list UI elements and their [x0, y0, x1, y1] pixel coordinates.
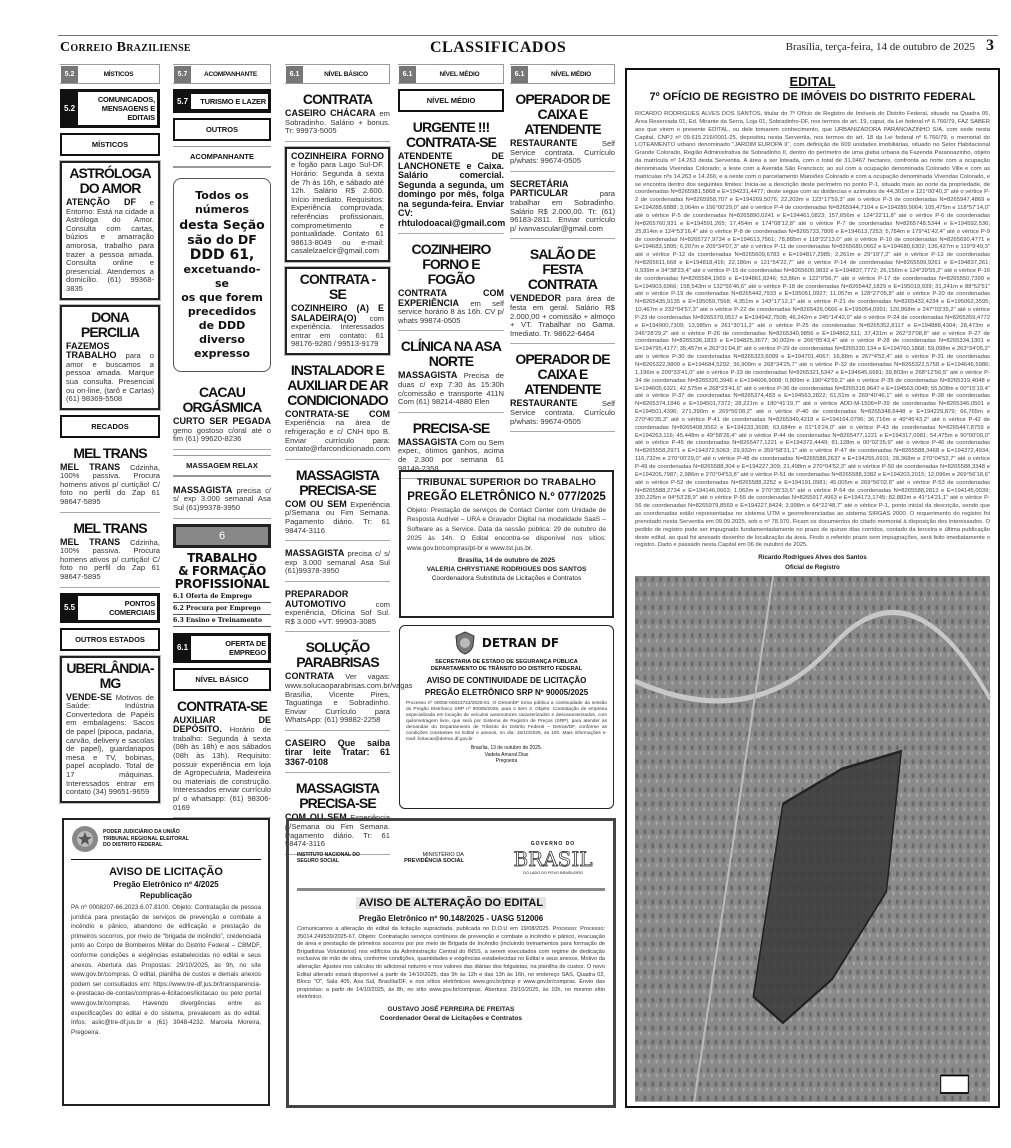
- ad-lead: RESTAURANTE: [510, 138, 578, 148]
- ad-lead: PREPARADOR AUTOMOTIVO: [285, 589, 349, 609]
- tst-body: Objeto: Prestação de serviços de Contact Center com Unidade de Resposta Audível – URA e Gravador Digital na modalidade SaaS – Software as a Service. Data da sessão pública: 29 de outubro de 2025 às 14h. O Edital encontra-se disponível nos sítios: www.gov.br/compras/pt-br e www.tst.jus.br.: [407, 507, 606, 552]
- notice-line: DDD 61,: [189, 247, 255, 263]
- ad-text: [398, 289, 504, 325]
- edital-body: RICARDO RODRIGUES ALVES DOS SANTOS, titular do 7º Ofício de Registro de Imóveis do Distrito Federal, situado na Quadra 05, Área Reservada 01, Ed. Mirante da Serra, Loja 01, Sobradinho-DF, nos termos do art. 19, caput, da Lei federal nº 6.766/79, FAZ SABER aos que virem o presente EDITAL, ou dele tomarem conhecimento, que URBANIZADORA PARANOAZINHO S/A, com sede nesta Capital, CNPJ nº 09.615.216/0001-25, depositou nesta Serventia, nos termos do art. 18 da Lei federal nº 6.766/79, o memorial do LOTEAMENTO urbano denominado "JARDIM EUROPA II", com definição de 609 unidades imobiliárias, situado no Setor Habitacional Grande Colorado, Região Administrativa de Sobradinho II, dentro do perímetro de uma gleba urbana da Fazenda Paranoazinho, objeto da matrícula nº 14.263 desta Serventia. A área a ser loteada, com o total de 31,0467 hectares, confronta ao norte com a ocupação denominada Vivendas Colorado; a leste com a Avenida São Francisco; ao sul com a ocupação denominada Colorado Ville e com as matrículas nºs 14.263 e 14.266; e a oeste com o parcelamento Mansões Colorado e com a ocupação denominada Vivendas Colorado, e se encontra dentro dos seguintes limites: Inicia-se a descrição deste perímetro no ponto P-1, situado mais ao norte da propriedade, de coordenadas N=8265981,5868 e E=194231,4477; deste segue com as distâncias e azimutes de 44,301m e 121°00'40,3" até o vértice P-2 de coordenadas N=8265958,707 e E=194269,5076; 22,203m e 123°17'59,3" até o vértice P-3 de coordenadas N=8265947,4869 e E=194288,6888; 3,064m e 156°00'29,0" até o vértice P-4 de coordenadas N=8265944,7104 e E=194289,9064; 105,475m e 118°57'14,0" até o vértice P-5 de coordenadas N=8265890,0241 e E=194461,0823; 157,656m e 124°22'11,8" até o vértice P-6 de coordenadas N=8265760,931 e E=194591,265; 17,454m e 174°08'12,8" até o vértice P-7 de coordenadas N=8265748,5344 e E=194592,536; 25,814m e 124°53'16,4" até o vértice P-8 de coordenadas N=8265733,7806 e E=194613,7253; 5,784m e 179°41'42,4" até o vértice P-9 de coordenadas N=8265727,9734 e E=194613,7561; 78,885m e 118°22'13,0" até o vértice P-10 de coordenadas N=8265690,4771 e E=194683,1895; 6,207m e 209°34'07,3" até o vértice P-11 de coordenadas N=8265680,0662 e E=194680,6302; 136,427m e 119°9'49,3" até o vértice P-12 de coordenadas N=8265609,6783 e E=194817,2985; 2,261m e 29°19'7,2" até o vértice P-13 de coordenadas N=8265611,668 e E=194818,416; 22,186m e 121°54'22,7" até o vértice P-14 de coordenadas N=8265599,9261 e E=194837,261; 0,939m e 34°38'23,4" até o vértice P-15 de coordenadas N=8265600,9832 e E=194837,7772; 26,156m e 124°39'55,2" até o vértice P-16 de coordenadas N=8265584,1569 e E=194861,8246; 53,86m e 122°0'56,7" até o vértice P-17 de coordenadas N=8265550,7399 e E=194903,6966; 158,543m e 132°56'46,6" até o vértice P-18 de coordenadas N=8265442,1829 e E=195019,939; 31,241m e 88°52'51" até o vértice P-19 de coordenadas N=8265442,7933 e E=195051,0927; 11,057m e 128°27'05,8" até o vértice P-20 de coordenadas N=8265435,9135 e E=195059,7568; 4,351m e 143°17'12,1" até o vértice P-21 de coordenadas N=8265432,4234 e E=195062,3595; 10,467m e 232°04'57,3" até o vértice P-22 de coordenadas N=8265426,0666 e E=195054,0991; 120,868m e 247°03'35,2" até o vértice P-23 de coordenadas N=8265379,0517 e E=194942,7508; 46,242m e 245°14'42,0" até o vértice P-24 de coordenadas N=8265359,4772 e E=194900,7309; 13,985m e 261°30'11,2" até o vértice P-25 de coordenadas N=8265352,8117 e E=194888,4304; 28,473m e 246°28'29,2" até o vértice P-26 de coordenadas N=8265340,9856 e E=194862,511; 37,431m e 262°37'08,8" até o vértice P-27 de coordenadas N=8265336,1833 e E=194825,3677; 30,002m e 266°05'43,4" até o vértice P-28 de coordenadas N=8265334,1301 e E=194795,4177; 35,457m e 263°31'04,8" até o vértice P-29 de coordenadas N=8265330,134 e E=194760,1868; 59,098m e 263°34'05,2" até o vértice P-30 de coordenadas N=8265323,6099 e E=194701,4067; 16,88m e 267°4'52,4" até o vértice P-31 de coordenadas N=8265322,9809 e E=194684,5292; 36,909m e 268°34'25,7" até o vértice P-32 de coordenadas N=8265322,5758 e E=194646,5986; 1,196m e 209°33'41,0" até o vértice P-33 de coordenadas N=8265321,5347 e E=194645,6681; 39,803m e 268°12'56,5" até o vértice P-34 de coordenadas N=8265320,3946 e E=194606,9008; 0,809m e 190°42'59,2" até o vértice P-35 de coordenadas N=8265319,4048 e E=194605,6321; 42,575m e 268°23'41,6" até o vértice P-36 de coordenadas N=8265318,9647 e E=194563,0048; 55,508m e 00°15'19,4" até o vértice P-37 de coordenadas N=8265374,483 e E=194563,2822; 61,51m e 269°40'46,1" até o vértice P-38 de coordenadas N=8265374,1846 e E=194501,7372; 28,221m e 180°41'19,7" até o vértice ADD-M-1506=P-39 de coordenadas N=8265346,0501 e E=194501,4396; 271,390m e 269°56'08,2" até o vértice P-40 de coordenadas N=8265348,6448 e E=194229,879; 66,765m e 270°40'35,3" até o vértice P-41 de coordenadas N=8265349,4218 e E=194164,0796; 36,716m e 49°45'43,2" até o vértice P-42 de coordenadas N=8265408,9562 e E=194233,3698; 63,684m e 01°19'24,0" até o vértice P-43 de coordenadas N=8265447,8759 e E=194263,116; 45,448m e 49°58'26,4" até o vértice P-44 de coordenadas N=8265477,1221 e E=194317,0981; 54,475m e 90°00'00,0" até o vértice P-45 de coordenadas N=8265477,1221 e E=194372,4449; 81,128m e 00°02'35,9" até o vértice P-46 de coordenadas N=8265558,2971 e E=194372,5063; 29,932m e 359°58'31,1" até o vértice P-47 de coordenadas N=8265588,3468 e E=194372,4934; 116,732m e 270°00'29,0" até o vértice P-48 de coordenadas N=8265588,2637 e E=194255,6931; 28,368m e 270°04'52,7" até o vértice P-49 de coordenadas N=8265588,304 e E=194227,309; 21,498m e 270°04'52,3" até o vértice P-50 de coordenadas N=8265588,3348 e E=194205,7987; 2,986m e 270°04'53,8" até o vértice P-51 de coordenadas N=8265588,3382 e E=194203,2015; 12,096m e 269°56'18,6" até o vértice P-52 de coordenadas N=8265588,3252 e E=194191,0981; 45,005m e 269°56'02,8" até o vértice P-53 de coordenadas N=8265588,2734 e E=194146,0663; 1,062m e 270°35'33,6" até o vértice P-54 de coordenadas N=8265588,2813 e E=194145,0039; 330,225m e 04°53'28,9" até o vértice P-55 de coordenadas N=8265917,4963 e E=194173,1745; 82,882m e 41°14'21,1" até o vértice P-56 de coordenadas N=8265979,8569 e E=194227,8424; 3,998m e 64°22'48,7" até o vértice P-1, ponto inicial da descrição, sendo que as coordenadas estão representadas no sistema UTM e georreferenciadas ao sistema SIRGAS 2000. O requerimento do registro foi prenotado nesta Serventia em 09.09.2025, sob o nº 78.970. Ficam os documentos do citado memorial à disposição dos interessados. O pedido de registro pode ser impugnado fundamentadamente no prazo de quinze dias corridos, contado da terceira e última publicação deste edital, ao qual foi anexado desenho de localização da área. Findo o referido prazo sem impugnações, será feito imediatamente o registro. Dado e passado nesta Capital em 06 de outubro de 2025.: [635, 111, 990, 549]
- classified-ad: [173, 382, 271, 450]
- section-tab[interactable]: [60, 64, 160, 84]
- section-heading-line: TRABALHO: [187, 550, 257, 565]
- category-heading: NÍVEL BÁSICO: [173, 668, 271, 691]
- ad-body: Ver vagas: www.solucaoparabrisas.com.br/vagas Brasília, Vicente Pires, Taguatinga e Sobradinho. Enviar Currículo para WhatsApp: (61) 99882-2258: [285, 672, 413, 725]
- section-heading-line: PROFISSIONAL: [174, 576, 270, 591]
- section-number: 5.7: [174, 66, 191, 83]
- ministerio-logo: [404, 852, 464, 864]
- ad-text: [173, 417, 271, 444]
- gov-logo-bottom: DO LADO DO POVO BRASILEIRO: [523, 870, 583, 875]
- detran-notice: [399, 625, 614, 809]
- section-tab[interactable]: [173, 89, 271, 113]
- section-number: 5.7: [174, 93, 191, 110]
- section-notice-box: [173, 178, 271, 372]
- inss-body: Comunicamos a alteração do edital da licitação supracitada, publicada no D.O.U em 19/08/2025. Processo: Processo: 35014.249539/2025-67. Objeto: Contratação serviços contínuos de prevenção e combate a incêndio e pânico, evacuação de área e prestação de primeiros socorros por por meio de Brigada de Incêndio (incluindo treinamentos para formação de Brigadistas Voluntários) nos edifícios da Administração Central do INSS, a serem executados com regime de dedicação exclusiva de mão de obra, conforme condições, quantidades e exigências estabelecidas no Edital e seus anexos. Motivo da alteração: Ajustes nos cálculos do adicional noturno e nos valores das diárias dos folguistas, na planilha de custos. O novo Edital alterado estará disponível a partir de 14/10/2025, das 9h às 12h e das 13h às 16h, no endereço SAS, Quadra 02, Bloco "O", Sala 405, Asa Sul, Brasília/DF, e nos sítios eletrônicos www.gov.br/pncp e www.gov.br/compras. Envio das propostas: a partir de 14/10/2025, às 8h, no sítio www.gov.br/compras. Abertura: 29/10/2025, às 10h, no mesmo sítio eletrônico.: [297, 926, 605, 1001]
- section-label: PONTOS COMERCIAIS: [78, 596, 157, 620]
- ad-body: em Sobradinho. Salário + bonus. Tr: 99973-5005: [285, 109, 390, 136]
- ad-body: Cdzinha, 100% passiva. Procura homens ativos p/ curtição! C/ foto no perfil do Zap 61 98647-5895: [60, 462, 160, 507]
- subsection-link[interactable]: 6.3 Ensino e Treinamento: [173, 615, 271, 627]
- ad-lead: VENDEDOR: [510, 293, 562, 304]
- detran-role: Pregoeira: [495, 758, 518, 764]
- classified-ad: [285, 267, 390, 355]
- inss-signer: GUSTAVO JOSÉ FERREIRA DE FREITAS: [387, 1005, 515, 1013]
- edital-title: EDITAL: [789, 74, 836, 89]
- ad-body: Cdzinha, 100% passiva. Procura homens ativos p/ curtição! C/ foto no perfil do Zap 61 98647-5895: [60, 537, 160, 582]
- ad-title: CLÍNICA NA ASA NORTE: [400, 338, 502, 370]
- ad-lead: ATENÇÃO DF: [66, 197, 136, 207]
- section-tab[interactable]: [173, 633, 271, 663]
- newspaper-brand: Correio Braziliense: [60, 40, 191, 55]
- column-5: [510, 64, 615, 466]
- ad-lead: CONTRATA-SE COM: [285, 408, 390, 419]
- ad-body: Precisa de duas c/ exp 7:30 às 15:30h c/comissão e transporte 411N Com (61) 98214-4880 Elen: [398, 371, 504, 407]
- section-number: 5.2: [61, 100, 78, 117]
- section-number: 6.1: [286, 66, 303, 83]
- tre-sub2: Republicação: [139, 891, 192, 900]
- section-label: NÍVEL MÉDIO: [439, 70, 480, 78]
- inss-logos: [297, 827, 605, 891]
- tre-sub1: Pregão Eletrônico nº 4/2025: [113, 880, 219, 889]
- section-number: 6.1: [174, 639, 191, 656]
- tre-notice: [62, 818, 270, 1106]
- ad-lead: AUXILIAR DE DEPÓSITO.: [173, 714, 271, 735]
- ad-title: SALÃO DE FESTA CONTRATA: [527, 246, 598, 293]
- ad-title: MASSAGISTA PRECISA-SE: [295, 466, 380, 498]
- ad-body: Com ou Sem exper., ótimos ganhos, acima de 2.300 por semana 61 98148-2358: [398, 437, 504, 473]
- classified-ad: [60, 518, 160, 588]
- detran-logo: [406, 631, 607, 655]
- classified-ad: [285, 587, 390, 632]
- ad-text: [66, 342, 154, 404]
- ad-body: Que saiba tirar leite Tratar: 61 3367-0108: [285, 737, 390, 767]
- ad-text: [398, 152, 504, 228]
- notice-line: Todos os: [195, 189, 249, 202]
- classified-ad: [173, 483, 271, 519]
- ad-text: [510, 139, 615, 166]
- ad-body: Horário de trabalho: Segunda à sexta (08h às 18h) e aos sábados (08h às 13h). Requisito: possuir experiência em loja de Agropecuária, Madeireira ou materiais de construção. Interessados enviar currículo p/ o whatsapp: (61) 98306-0169: [173, 725, 271, 812]
- detran-org2: DEPARTAMENTO DE TRÂNSITO DO DISTRITO FEDERAL: [430, 666, 583, 672]
- ad-text: [510, 294, 615, 338]
- section-number: 5.2: [61, 66, 78, 83]
- notice-line: desta Seção: [179, 217, 265, 232]
- edital-notice: [625, 68, 1000, 1108]
- inss-logo: INSTITUTO NACIONAL DO SEGURO SOCIAL: [297, 851, 360, 864]
- ad-lead: MASSAGISTA: [398, 370, 458, 381]
- section-heading-line: & FORMAÇÃO: [178, 563, 266, 578]
- notice-line: excetuando-se: [183, 263, 261, 290]
- ad-title: PRECISA-SE: [412, 419, 490, 436]
- category-heading: OUTROS ESTADOS: [60, 628, 160, 651]
- ad-lead: CURTO SER PEGADA: [173, 416, 271, 426]
- ad-lead: MASSAGISTA: [285, 548, 345, 559]
- ad-title: ASTRÓLOGA DO AMOR: [69, 165, 151, 196]
- subsection-link[interactable]: 6.1 Oferta de Emprego: [173, 591, 271, 603]
- detran-org1: SECRETARIA DE ESTADO DE SEGURANÇA PÚBLICA: [435, 659, 578, 665]
- notice-line: números: [194, 203, 250, 216]
- classified-ad: [285, 147, 390, 262]
- classified-ad: [173, 696, 271, 819]
- ad-text: [60, 463, 160, 507]
- notice-line: os que forem: [181, 291, 263, 304]
- section-6-header: [173, 524, 271, 627]
- ad-text: [285, 671, 413, 725]
- tre-title: AVISO DE LICITAÇÃO: [109, 866, 223, 878]
- section-label: NÍVEL MÉDIO: [551, 70, 591, 78]
- ad-body: Experiência p/Semana ou Fim Semana. Pagamento diário. Tr: 61 98474-3116: [285, 499, 390, 535]
- ad-body: precisa c/ s/ exp 3.000 semanal Asa Sul (61)99378-3950: [285, 549, 390, 576]
- column-1: [60, 64, 160, 810]
- section-tab[interactable]: [173, 64, 271, 84]
- governo-brasil-logo: [501, 841, 605, 875]
- ad-title: COZINHEIRO FORNO E FOGÃO: [411, 241, 491, 287]
- classified-ad: [285, 736, 390, 774]
- ad-lead: MEL TRANS: [60, 461, 121, 472]
- section-label: ACOMPANHANTE: [203, 70, 258, 78]
- ministerio-logo-line1: MINISTÉRIO DA: [422, 851, 464, 858]
- notice-line: são do DF: [187, 232, 257, 247]
- notice-line: expresso: [194, 347, 250, 360]
- category-heading: NÍVEL MÉDIO: [398, 89, 504, 112]
- ad-text: [173, 486, 271, 513]
- tre-org-3: DO DISTRITO FEDERAL: [103, 842, 163, 849]
- gov-logo-top: GOVERNO DO: [530, 840, 576, 847]
- gov-logo-mid: BRASIL: [513, 846, 593, 871]
- inss-subtitle: Pregão Eletrônico nº 90.148/2025 - UASG 512006: [358, 914, 544, 923]
- ad-title: OPERADOR DE CAIXA E ATENDENTE: [515, 91, 610, 137]
- ad-body: para trabalhar em Sobradinho. Salário R$ 2.000,00. Tr: (61) 96183-2811. Enviar currículo p/ ivanvascular@gmail.com: [510, 189, 615, 233]
- brasao-republica-icon: [71, 825, 99, 853]
- ad-body: para área de festa em geral. Salário R$ 2.000,00 + comissão + almoço + VT. Trabalhar no Gama. Imediato. Tr. 98622-6464: [510, 294, 615, 338]
- section-number: 5.5: [61, 599, 78, 616]
- tre-body: PA nº 0008207-66.2023.6.07.8100. Objeto: Contratação de pessoa jurídica para prestação de serviços de prevenção e combate a incêndio e pânico, abandono de edificação e prestação de primeiros socorros, por meio de "brigada de incêndio", credenciada junto ao Corpo de Bombeiros Militar do Distrito Federal – CBMDF, conforme condições e exigências estabelecidas no edital e seus anexos. Abertura das Propostas: 29/10/2025, às 9h, no site www.gov.br/compras. O edital, planilha de custos e demais anexos podem ser consultados em: https://www.tre-df.jus.br/transparencia-e-prestacao-de-contas/compras-e-licitacoes/licitacao ou pelo portal www.gov.br/compras. Havendo divergências entre as especificações do edital e do sistema, prevalecem as do edital. Infos: aslic@tre-df.jus.br e (61) 3048-4232. Marcela Moreira, Pregoeira.: [71, 904, 261, 1036]
- ad-text: [66, 693, 154, 797]
- ad-title: CACAU ORGÁSMICA: [182, 384, 262, 415]
- edital-signer: Ricardo Rodrigues Alves dos Santos: [758, 554, 867, 562]
- section-tab[interactable]: [510, 64, 615, 84]
- ad-body: Self Service contrata. Currículo p/whats: 99674-0505: [510, 399, 615, 426]
- section-tab[interactable]: [60, 89, 160, 128]
- ad-body: Motivos de Saúde: Indústria Convertedora de Papéis em embalagens: Sacos de papel (pipoca, padaria, carvão, delivery e sacolas de papel), guardanapos mesa e TV, bobinas, papel acoplado. Total de 17 máquinas. Interessados entrar em contato (34) 99651-9659: [66, 692, 154, 797]
- classified-ad: [285, 637, 413, 731]
- ad-lead: VENDE-SE: [66, 691, 113, 702]
- detran-body: Processo nº 00055-00023722/2025-81. O DetranDF torna pública a continuidade da sessão do Pregão Eletrônico SRP nº 90005/2025, para o item 3. Objeto: Contratação de empresa especializada em locação de veículos automotores caracterizados e descaracterizados, com quilometragem livre, que será por Sistema de Registro de Preços (SRP), para atender às demandas do Departamento de Trânsito do Distrito Federal – Detran/DF, conforme as condições constantes no Edital e anexos, no dia: 15/10/2025, às 10h. Mais informações e-mail: licitacao@detran.df.gov.br: [406, 701, 607, 742]
- location-map: [635, 576, 990, 1102]
- section-label: MÍSTICOS: [103, 70, 134, 78]
- ad-title: OPERADOR DE CAIXA E ATENDENTE: [515, 351, 610, 398]
- ad-title: CONTRATA - SE: [299, 270, 376, 302]
- ad-title: DONA PERCILIA: [80, 308, 140, 340]
- ad-lead: COZINHEIRO (A) E SALADEIRA(O): [291, 302, 384, 323]
- section-tab[interactable]: [60, 593, 160, 623]
- ad-body: e Entorno: Está na cidade a Astróloga do Amor. Consulta com cartas, búzios e amarração amorosa, trabalho para trazer a pessoa amada. Consulta online e presencial. Atendemos a domicílio. (61) 99368-3835: [66, 198, 154, 293]
- ad-lead: SECRETÁRIA PARTICULAR: [510, 178, 569, 199]
- tst-notice: [399, 470, 614, 618]
- ad-title: URGENTE !!! CONTRATA-SE: [406, 119, 496, 150]
- classified-ad: [398, 117, 504, 234]
- tre-org-1: PODER JUDICIÁRIO DA UNIÃO: [103, 829, 180, 836]
- tst-signer: VALERIA CHRYSTIANE RODRIGUES DOS SANTOS: [426, 566, 587, 574]
- classified-ad: [285, 89, 390, 142]
- ad-lead: RESTAURANTE: [510, 398, 578, 409]
- category-heading: OUTROS: [173, 118, 271, 141]
- date-line: Brasília, terça-feira, 14 de outubro de 2025: [785, 41, 975, 53]
- subcategory-heading: ACOMPANHANTE: [173, 146, 271, 168]
- ad-lead: MEL TRANS: [60, 536, 121, 547]
- header-rule-top: [58, 35, 998, 36]
- ad-body: em self service horário 8 às 16h. CV p/ whats 99874-0505: [398, 298, 504, 325]
- column-4: [398, 64, 506, 473]
- ad-lead: CASEIRO: [285, 737, 327, 748]
- ad-body: para o amor e buscamos a pessoa amada. Marque sua consulta. Presencial ou on-line, (tarô e Cartas) (61) 98369-5508: [66, 351, 154, 404]
- ad-title: MASSAGISTA PRECISA-SE: [295, 780, 380, 812]
- edital-role: Oficial de Registro: [785, 564, 840, 572]
- ad-title: SOLUÇÃO PARABRISAS: [296, 639, 379, 671]
- ad-text: [285, 549, 390, 576]
- subsection-link[interactable]: 6.2 Procura por Emprego: [173, 603, 271, 615]
- ad-lead: FAZEMOS TRABALHO: [66, 340, 117, 361]
- detran-signer: Vadeta Amaral Dias: [484, 751, 529, 758]
- classified-ad: [510, 177, 615, 240]
- ad-body: Experiência na área de refrigeração e c/ CNH tipo B. Enviar currículo para: contato@rfarcondicionado.com: [285, 418, 391, 454]
- ad-body: Self Service contrata. Currículo p/whats: 99674-0505: [510, 139, 615, 166]
- ad-text: [291, 304, 384, 349]
- tst-role: Coordenadora Substituta de Licitações e Contratos: [431, 575, 582, 583]
- ad-lead: ATENDENTE DE LANCHONETE: [398, 151, 504, 171]
- classified-ad: [398, 239, 504, 331]
- ad-title: MEL TRANS: [73, 519, 147, 536]
- edital-subtitle: 7º OFÍCIO DE REGISTRO DE IMÓVEIS DO DISTRITO FEDERAL: [649, 91, 976, 103]
- notice-line: de DDD: [198, 319, 246, 332]
- classified-ad: [60, 161, 160, 300]
- ad-body: com experiência, Oficina Sof Sul. R$ 3.000 +VT. 99903-3085: [285, 599, 390, 626]
- section-label: COMUNICADOS, MENSAGENS E EDITAIS: [78, 92, 157, 125]
- column-2: [173, 64, 271, 810]
- detran-place: Brasília, 13 de outubro de 2025.: [470, 745, 543, 751]
- section-label: TURISMO E LAZER: [191, 94, 268, 109]
- ad-lead: COM OU SEM: [285, 498, 347, 509]
- notice-line: precedidos: [187, 305, 257, 318]
- classified-ad: [398, 336, 504, 412]
- ad-title: CONTRATA-SE: [177, 697, 267, 714]
- classified-ad: [60, 656, 160, 803]
- inss-title: AVISO DE ALTERAÇÃO DO EDITAL: [356, 897, 546, 909]
- ad-text: [285, 739, 390, 768]
- classified-ad: [510, 89, 615, 172]
- ad-lead: CONTRATA: [285, 671, 335, 682]
- category-heading: MÍSTICOS: [60, 133, 160, 156]
- category-heading: RECADOS: [60, 415, 160, 438]
- ad-lead: MASSAGISTA: [173, 484, 233, 495]
- classified-ad: [60, 443, 160, 513]
- section-title: CLASSIFICADOS: [430, 39, 567, 56]
- page-number: 3: [986, 37, 994, 54]
- classified-ad: [510, 244, 615, 344]
- ad-lead: CONTRATA COM EXPERIÊNCIA: [398, 288, 504, 308]
- ad-body: com experiência. Interessados entrar em contato: 61 98176-9280 / 99513-9179: [291, 313, 384, 349]
- ad-body: e fogão para Lago Sul-DF. Horário: Segunda à sexta de 7h às 16h, e sábado até 12h. Salário R$ 2.600. Início imediato. Requisitos: Experiência comprovada, referências profissionais, comprometimento e pontualidade. Contato 61 98613-8049 ou e-mail: casalelzaelcir@gmail.com: [291, 160, 384, 256]
- ad-text: [510, 180, 615, 234]
- ad-title: INSTALADOR E AUXILIAR DE AR CONDICIONADO: [287, 361, 388, 408]
- ad-lead: MASSAGISTA: [398, 436, 458, 447]
- inss-role: Coordenador Geral de Licitações e Contratos: [379, 1014, 523, 1022]
- notice-line: diverso: [199, 333, 245, 346]
- ad-lead: COZINHEIRA FORNO: [291, 150, 384, 161]
- classified-ad: [60, 305, 160, 410]
- detran-badge-icon: [454, 631, 476, 655]
- tst-title: PREGÃO ELETRÔNICO N.º 077/2025: [407, 491, 606, 503]
- ad-body: Experiência p/Semana ou Fim Semana. Pagamento diário. Tr: 61 98474-3116: [285, 813, 390, 849]
- ad-text: [510, 399, 615, 426]
- ad-text: [60, 538, 160, 582]
- ad-lead: COM OU SEM: [285, 812, 347, 823]
- ad-body: precisa c/ s/ exp 3.000 semanal Asa Sul (61)99378-3950: [173, 485, 271, 512]
- ad-text: [66, 198, 154, 294]
- section-label: NÍVEL BÁSICO: [324, 70, 368, 78]
- section-number: 6.1: [511, 66, 528, 83]
- ad-text: [398, 438, 504, 473]
- ad-title: CONTRATA: [302, 91, 373, 107]
- detran-title1: AVISO DE CONTINUIDADE DE LICITAÇÃO: [426, 676, 587, 685]
- tre-header: [71, 825, 261, 860]
- classified-ad: [285, 546, 390, 582]
- ministerio-logo-line2: PREVIDÊNCIA SOCIAL: [404, 857, 464, 864]
- classified-ad: [285, 360, 390, 460]
- ad-text: [285, 410, 390, 454]
- section-tab[interactable]: [285, 64, 390, 84]
- ad-text: [285, 590, 390, 626]
- classified-ad: [285, 465, 390, 541]
- ad-text: [285, 109, 390, 136]
- section-label: OFERTA DE EMPREGO: [191, 636, 268, 660]
- detran-logo-text: DETRAN DF: [481, 636, 560, 650]
- ad-title: MEL TRANS: [73, 444, 147, 461]
- tst-place: Brasília, 14 de outubro de 2025: [457, 557, 556, 565]
- ad-title: UBERLÂNDIA-MG: [66, 659, 154, 691]
- section-number: 6.1: [399, 66, 416, 83]
- ad-lead: CASEIRO CHÁCARA: [285, 108, 376, 118]
- section-number-badge: 6: [173, 524, 271, 548]
- column-3: [285, 64, 413, 849]
- ad-text: [285, 500, 390, 535]
- classified-ad: [510, 349, 615, 432]
- section-tab[interactable]: [398, 64, 504, 84]
- ad-text: [291, 152, 384, 256]
- ad-text: [398, 371, 504, 406]
- detran-title2: PREGÃO ELETRÔNICO SRP Nº 90005/2025: [424, 688, 589, 697]
- tst-org: TRIBUNAL SUPERIOR DO TRABALHO: [416, 477, 597, 488]
- ad-text: [173, 716, 271, 813]
- subcategory-heading: MASSAGEM RELAX: [173, 455, 271, 477]
- ad-body: gemo gostoso c/oral até o fim (61) 99620-8236: [173, 425, 271, 444]
- tre-org-2: TRIBUNAL REGIONAL ELEITORAL: [103, 835, 189, 842]
- ad-body: e Caixa. Salário comercial. Segunda a segunda, um domingo por mês, folga na segunda-feira. Enviar CV: rhtulodoacai@gmail.com: [398, 160, 506, 228]
- inss-notice: [286, 818, 616, 1108]
